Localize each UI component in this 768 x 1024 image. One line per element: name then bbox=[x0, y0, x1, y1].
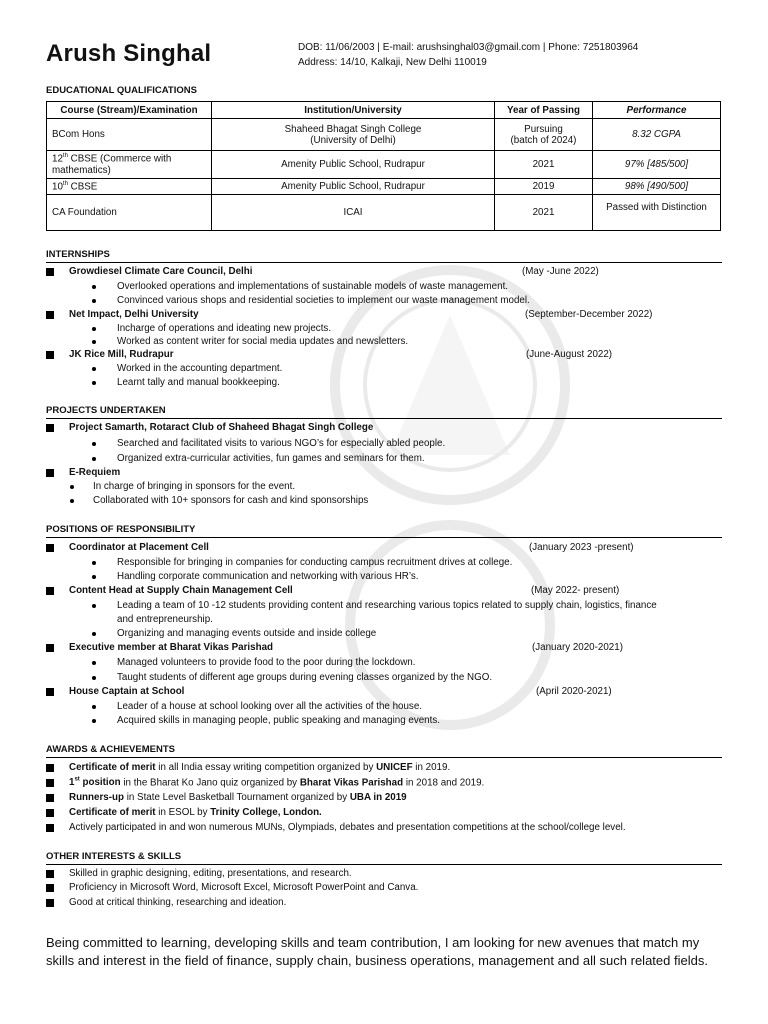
square-bullet-icon bbox=[46, 779, 54, 787]
bullet-dot-icon bbox=[70, 499, 74, 503]
bullet-dot-icon bbox=[92, 561, 96, 565]
square-bullet-icon bbox=[46, 644, 54, 652]
bullet-dot-icon bbox=[92, 299, 96, 303]
internship-title: Net Impact, Delhi University bbox=[69, 309, 199, 320]
table-row bbox=[47, 195, 721, 231]
bullet-dot-icon bbox=[92, 719, 96, 723]
positions-section-title: POSITIONS OF RESPONSIBILITY bbox=[46, 524, 196, 535]
square-bullet-icon bbox=[46, 794, 54, 802]
bullet-dot-icon bbox=[92, 632, 96, 636]
col-header-year: Year of Passing bbox=[495, 102, 593, 119]
position-title: Executive member at Bharat Vikas Parishad bbox=[69, 642, 274, 653]
course-cell: CA Foundation bbox=[47, 195, 212, 231]
education-table bbox=[46, 101, 721, 231]
project-title: E-Requiem bbox=[69, 467, 121, 478]
institution-cell: Shaheed Bhagat Singh College (University of Delhi) bbox=[212, 119, 495, 151]
square-bullet-icon bbox=[46, 870, 54, 878]
section-divider bbox=[46, 418, 722, 419]
institution-cell: ICAI bbox=[212, 195, 495, 231]
internship-date: (May -June 2022) bbox=[522, 266, 599, 277]
awards-section-title: AWARDS & ACHIEVEMENTS bbox=[46, 744, 175, 755]
table-row bbox=[47, 119, 721, 151]
square-bullet-icon bbox=[46, 688, 54, 696]
section-divider bbox=[46, 537, 722, 538]
square-bullet-icon bbox=[46, 311, 54, 319]
square-bullet-icon bbox=[46, 544, 54, 552]
section-divider bbox=[46, 262, 722, 263]
year-cell: 2021 bbox=[495, 151, 593, 179]
course-cell: 10th CBSE bbox=[47, 179, 212, 195]
interests-section-title: OTHER INTERESTS & SKILLS bbox=[46, 851, 182, 862]
internships-section-title: INTERNSHIPS bbox=[46, 249, 110, 260]
square-bullet-icon bbox=[46, 824, 54, 832]
performance-cell: Passed with Distinction bbox=[593, 195, 721, 231]
col-header-institution: Institution/University bbox=[212, 102, 495, 119]
position-date: (April 2020-2021) bbox=[536, 686, 612, 697]
contact-line-2: Address: 14/10, Kalkaji, New Delhi 110019 bbox=[298, 57, 487, 68]
square-bullet-icon bbox=[46, 469, 54, 477]
bullet-dot-icon bbox=[92, 442, 96, 446]
bullet-dot-icon bbox=[92, 285, 96, 289]
course-cell: BCom Hons bbox=[47, 119, 212, 151]
section-divider bbox=[46, 757, 722, 758]
bullet-dot-icon bbox=[92, 604, 96, 608]
course-cell: 12th CBSE (Commerce with mathematics) bbox=[47, 151, 212, 179]
projects-section-title: PROJECTS UNDERTAKEN bbox=[46, 405, 166, 416]
position-title: House Captain at School bbox=[69, 686, 185, 697]
bullet-dot-icon bbox=[92, 575, 96, 579]
contact-line-1: DOB: 11/06/2003 | E-mail: arushsinghal03@gmail.com | Phone: 7251803964 bbox=[298, 42, 639, 53]
square-bullet-icon bbox=[46, 884, 54, 892]
institution-cell: Amenity Public School, Rudrapur bbox=[212, 151, 495, 179]
square-bullet-icon bbox=[46, 587, 54, 595]
bullet-dot-icon bbox=[92, 327, 96, 331]
internship-date: (September-December 2022) bbox=[525, 309, 653, 320]
square-bullet-icon bbox=[46, 351, 54, 359]
year-cell: Pursuing (batch of 2024) bbox=[495, 119, 593, 151]
year-cell: 2021 bbox=[495, 195, 593, 231]
position-date: (January 2020-2021) bbox=[532, 642, 623, 653]
position-date: (January 2023 -present) bbox=[529, 542, 634, 553]
bullet-dot-icon bbox=[92, 340, 96, 344]
bullet-dot-icon bbox=[92, 381, 96, 385]
bullet-dot-icon bbox=[92, 367, 96, 371]
square-bullet-icon bbox=[46, 268, 54, 276]
bullet-dot-icon bbox=[92, 457, 96, 461]
section-divider bbox=[46, 864, 722, 865]
position-date: (May 2022- present) bbox=[531, 585, 620, 596]
square-bullet-icon bbox=[46, 424, 54, 432]
internship-date: (June-August 2022) bbox=[526, 349, 613, 360]
col-header-performance: Performance bbox=[593, 102, 721, 119]
year-cell: 2019 bbox=[495, 179, 593, 195]
position-title: Content Head at Supply Chain Management Cell bbox=[69, 585, 293, 596]
project-title: Project Samarth, Rotaract Club of Shaheed Bhagat Singh College bbox=[69, 422, 374, 433]
contact-info bbox=[298, 40, 638, 70]
square-bullet-icon bbox=[46, 899, 54, 907]
candidate-name: Arush Singhal bbox=[46, 40, 212, 67]
performance-cell: 97% [485/500] bbox=[593, 151, 721, 179]
internship-title: JK Rice Mill, Rudrapur bbox=[69, 349, 174, 360]
internship-title: Growdiesel Climate Care Council, Delhi bbox=[69, 266, 253, 277]
performance-cell: 98% [490/500] bbox=[593, 179, 721, 195]
bullet-dot-icon bbox=[92, 705, 96, 709]
education-section-title: EDUCATIONAL QUALIFICATIONS bbox=[46, 85, 197, 96]
bullet-dot-icon bbox=[92, 676, 96, 680]
performance-cell: 8.32 CGPA bbox=[593, 119, 721, 151]
table-row bbox=[47, 151, 721, 179]
bullet-dot-icon bbox=[92, 661, 96, 665]
institution-cell: Amenity Public School, Rudrapur bbox=[212, 179, 495, 195]
closing-statement: Being committed to learning, developing skills and team contribution, I am looking for new avenues that match my skills and interest in the field of finance, supply chain, business operations, management and all such related fields. bbox=[46, 935, 708, 968]
position-title: Coordinator at Placement Cell bbox=[69, 542, 209, 553]
education-table-header bbox=[47, 102, 721, 119]
square-bullet-icon bbox=[46, 809, 54, 817]
square-bullet-icon bbox=[46, 764, 54, 772]
bullet-dot-icon bbox=[70, 485, 74, 489]
col-header-course: Course (Stream)/Examination bbox=[47, 102, 212, 119]
table-row bbox=[47, 179, 721, 195]
